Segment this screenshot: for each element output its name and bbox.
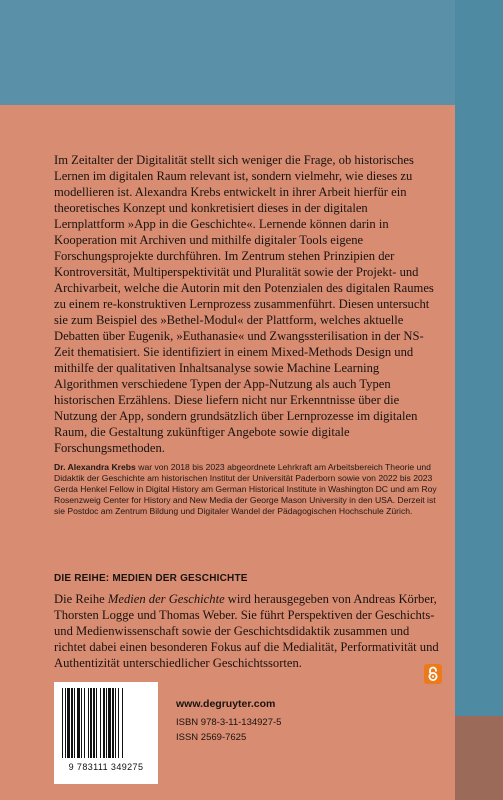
series-intro: Die Reihe (54, 592, 108, 606)
barcode-bar (65, 688, 66, 758)
barcode-bar (90, 688, 92, 758)
blurb-text: Im Zeitalter der Digitalität stellt sich weniger die Frage, ob historisches Lernen im digitalen Raum relevant ist, sondern vielmehr, wie dieses zu modellieren ist. Alexandra Krebs entwickelt in ihrer Arbeit hierfür ein theoretisches Konzept und konkretisiert dieses in der digitalen Lernplattform »App in die Geschichte«. Lernende können darin in Kooperation mit Archiven und mithilfe digitaler Tools eigene Forschungsprojekte durchführen. Im Zentrum stehen Prinzipien der Kontroversität, Multiperspektivität und Pluralität sowie der Projekt- und Archivarbeit, welche die Autorin mit den Potenzialen des digitalen Raumes zu einem re-konstruktiven Lernprozess zusammenführt. Diesen untersucht sie zum Beispiel des »Bethel-Modul« der Plattform, welches aktuelle Debatten über Eugenik, »Euthanasie« und Zwangssterilisation in der NS-Zeit thematisiert. Sie identifiziert in einem Mixed-Methods Design und mithilfe der qualitativen Inhaltsanalyse sowie Machine Learning Algorithmen verschiedene Typen der App-Nutzung als auch Typen historischen Erzählens. Diese liefern nicht nur Erkenntnisse über die Nutzung der App, sondern grundsätzlich über Lernprozesse im digitalen Raum, die Gestaltung zukünftiger Angebote sowie digitale Forschungsmethoden. (54, 153, 434, 455)
author-bio (54, 462, 440, 517)
publisher-url[interactable]: www.degruyter.com (176, 698, 276, 710)
barcode-bar (67, 688, 70, 758)
barcode-digits: 9 783111 349275 (68, 762, 144, 772)
barcode-bar (71, 688, 73, 758)
barcode-bar (108, 688, 111, 758)
series-heading: DIE REIHE: MEDIEN DER GESCHICHTE (54, 573, 248, 584)
author-bio-text: war von 2018 bis 2023 abgeordnete Lehrkraft am Arbeitsbereich Theorie und Didaktik der Geschichte am historischen Institut der Universität Paderborn sowie von 2022 bis 2023 Gerda Henkel Fellow in Digital History am German Historical Institute in Washington DC und am Roy Rosenzweig Center for History and New Media der George Mason University in den USA. Derzeit ist sie Postdoc am Zentrum Bildung und Digitaler Wandel der Pädagogischen Hochschule Zürich. (54, 462, 437, 517)
barcode-bar (122, 688, 123, 758)
barcode-bar (118, 688, 119, 758)
barcode-bar (112, 688, 114, 758)
barcode-bar (62, 688, 63, 758)
barcode-bars (60, 688, 152, 760)
series-description (54, 591, 440, 671)
publisher-info (176, 698, 281, 745)
barcode-bar (74, 688, 75, 758)
barcode-bar (115, 688, 116, 758)
background-right (455, 0, 503, 800)
barcode-bar (93, 688, 95, 758)
issn: ISSN 2569-7625 (176, 732, 247, 743)
barcode-bar (100, 688, 101, 758)
barcode-bar (77, 688, 80, 758)
open-access-icon (424, 664, 442, 684)
barcode-bar (106, 688, 107, 758)
barcode (54, 682, 158, 784)
barcode-bar (103, 688, 105, 758)
barcode-bar (81, 688, 82, 758)
barcode-bar (84, 688, 85, 758)
background-top (0, 0, 503, 105)
barcode-bar (88, 688, 89, 758)
isbn: ISBN 978-3-11-134927-5 (176, 717, 282, 728)
series-title: Medien der Geschichte (107, 592, 225, 606)
author-name: Dr. Alexandra Krebs (54, 462, 136, 472)
barcode-bar (96, 688, 97, 758)
series-text: wird herausgegeben von Andreas Körber, Thorsten Logge und Thomas Weber. Sie führt Perspektiven der Geschichts- und Medienwissenschaft sowie der Geschichtsdidaktik zusammen und richtet dabei einen besonderen Fokus auf die Medialität, Performativität und Authentizität unterschiedlicher Geschichtssorten. (54, 592, 439, 670)
